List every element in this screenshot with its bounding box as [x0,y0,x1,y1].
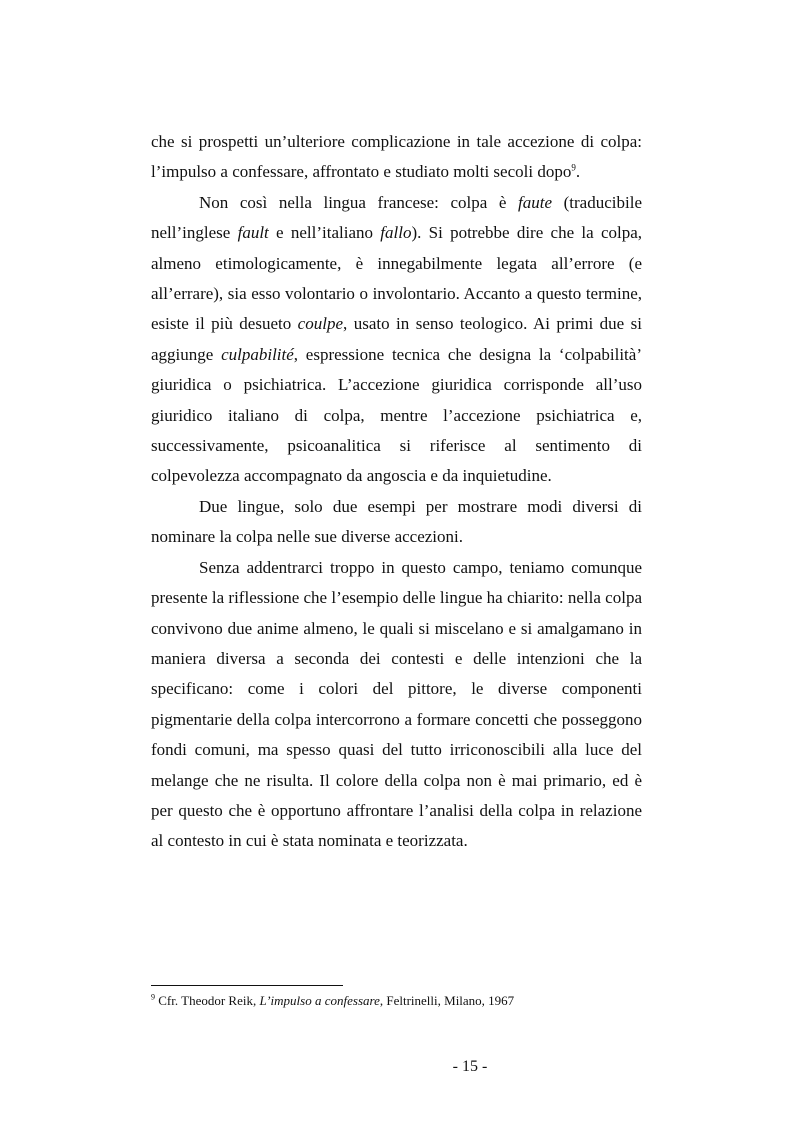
page-body [151,127,642,857]
term-faute: faute [518,192,553,212]
footnote-reference-9: 9 [571,162,576,173]
page-number: - 15 - [452,1058,488,1075]
paragraph-2-text-d: ). Si potrebbe dire che la colpa, almeno etimologicamente, è innegabilmente legata all’errore (e all’errare), sia esso volontario o involontario. Accanto a questo termine, esiste il più desueto [151,223,643,334]
footnote-9 [151,992,642,1010]
paragraph-2-text-b: (traducibile nell’inglese [151,192,642,243]
term-coulpe: coulpe [297,314,343,334]
paragraph-1 [151,127,642,188]
paragraph-2-text-c: e nell’italiano [268,223,381,243]
term-fallo: fallo [380,223,412,243]
footnote-number: 9 [151,992,155,1002]
paragraph-2-text-f: , espressione tecnica che designa la ‘colpabilità’ giuridica o psichiatrica. L’accezione giuridica corrisponde all’uso giuridico italiano di colpa, mentre l’accezione psichiatrica e, successivamente, psicoanalitica si riferisce al sentimento di colpevolezza accompagnato da angoscia e da inquietudine. [151,344,642,486]
paragraph-1-text-b: . [575,162,581,182]
paragraph-3-text: Due lingue, solo due esempi per mostrare modi diversi di nominare la colpa nelle sue diverse accezioni. [151,496,642,547]
footnote-publisher: , Feltrinelli, Milano, 1967 [379,993,515,1008]
paragraph-2-text-a: Non così nella lingua francese: colpa è [199,192,519,212]
footnote-separator [151,985,343,986]
footnote-title: L’impulso a confessare [259,993,380,1008]
term-culpabilite: culpabilité [221,344,294,364]
term-fault: fault [237,223,269,243]
paragraph-4-text: Senza addentrarci troppo in questo campo, teniamo comunque presente la riflessione che l’esempio delle lingue ha chiarito: nella colpa convivono due anime almeno, le quali si miscelano e si amalgamano in maniera diversa a seconda dei contesti e delle intenzioni che la specificano: come i colori del pittore, le diverse componenti pigmentarie della colpa intercorrono a formare concetti che posseggono fondi comuni, ma spesso quasi del tutto irriconoscibili alla luce del melange che ne risulta. Il colore della colpa non è mai primario, ed è per questo che è opportuno affrontare l’analisi della colpa in relazione al contesto in cui è stata nominata e teorizzata. [151,557,642,851]
paragraph-2 [151,188,642,492]
paragraph-1-text-a: che si prospetti un’ulteriore complicazione in tale accezione di colpa: l’impulso a confessare, affrontato e studiato molti secoli dopo [151,132,642,182]
paragraph-4 [151,553,642,857]
footnote-author: Cfr. Theodor Reik, [155,993,260,1008]
paragraph-2-text-e: , usato in senso teologico. Ai primi due si aggiunge [151,314,643,364]
paragraph-3 [151,492,642,553]
